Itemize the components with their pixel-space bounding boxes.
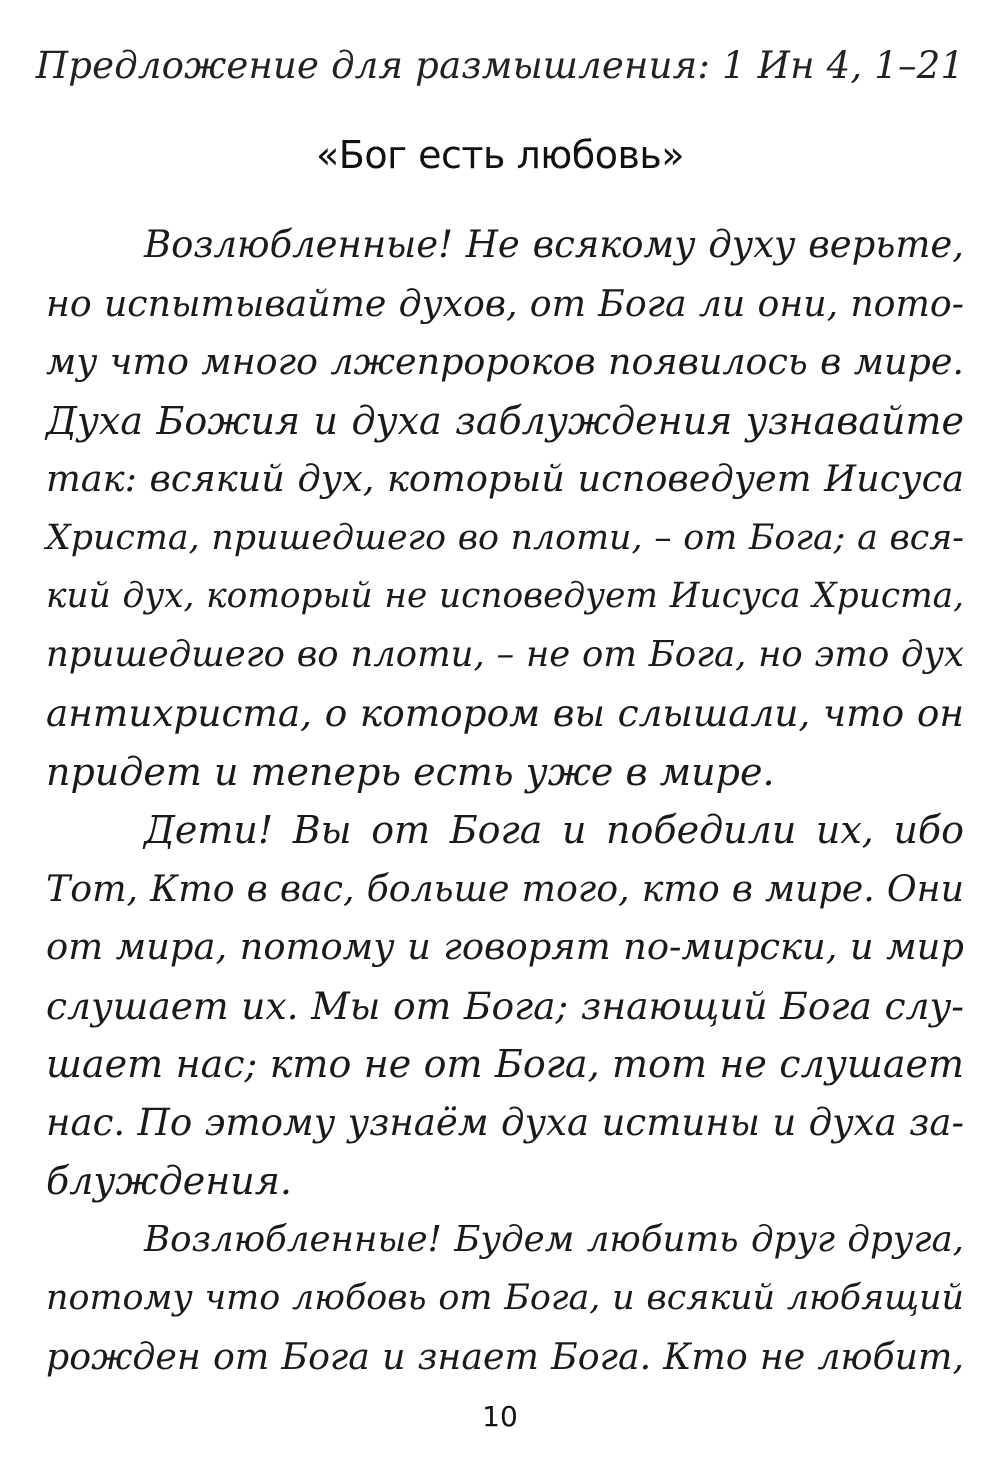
paragraph-2 [46, 801, 964, 1211]
text-line: Дети! Вы от Бога и победили их, ибо [144, 808, 964, 852]
text-line: потому что любовь от Бога, и всякий любящий [46, 1278, 964, 1318]
page-number: 10 [482, 1400, 518, 1433]
text-line: блуждения. [46, 1159, 292, 1203]
text-line: нас. По этому узнаём духа истины и духа за- [46, 1100, 964, 1144]
text-line: пришедшего во плоти, – не от Бога, но это дух [46, 633, 964, 675]
text-line: кий дух, который не исповедует Иисуса Христа, [46, 576, 964, 616]
text-line: придет и теперь есть уже в мире. [46, 749, 775, 794]
text-line: рожден от Бога и знает Бога. Кто не любит, [46, 1334, 964, 1378]
text-line: му что много лжепророков появилось в мире. [46, 340, 964, 383]
body-text [46, 216, 964, 1386]
text-line: но испытывайте духов, от Бога ли они, пото- [46, 281, 964, 325]
chapter-title: «Бог есть любовь» [316, 133, 684, 177]
text-line: так: всякий дух, который исповедует Иисуса [46, 457, 964, 500]
paragraph-3 [46, 1211, 964, 1387]
text-line: Тот, Кто в вас, больше того, кто в мире. Они [46, 866, 964, 910]
text-line: шает нас; кто не от Бога, тот не слушает [46, 1042, 964, 1086]
text-line: антихриста, о котором вы слышали, что он [46, 691, 964, 735]
paragraph-1 [46, 216, 964, 801]
text-line: Возлюбленные! Не всякому духу верьте, [144, 223, 964, 266]
text-line: Духа Божия и духа заблуждения узнавайте [46, 398, 964, 443]
text-line: Христа, пришедшего во плоти, – от Бога; а вся- [46, 517, 964, 558]
text-line: Возлюбленные! Будем любить друг друга, [144, 1218, 964, 1260]
text-line: от мира, потому и говорят по-мирски, и мир [46, 925, 964, 968]
reading-reference: Предложение для размышления: 1 Ин 4, 1–21 [35, 44, 965, 87]
text-line: слушает их. Мы от Бога; знающий Бога слу- [46, 983, 964, 1028]
